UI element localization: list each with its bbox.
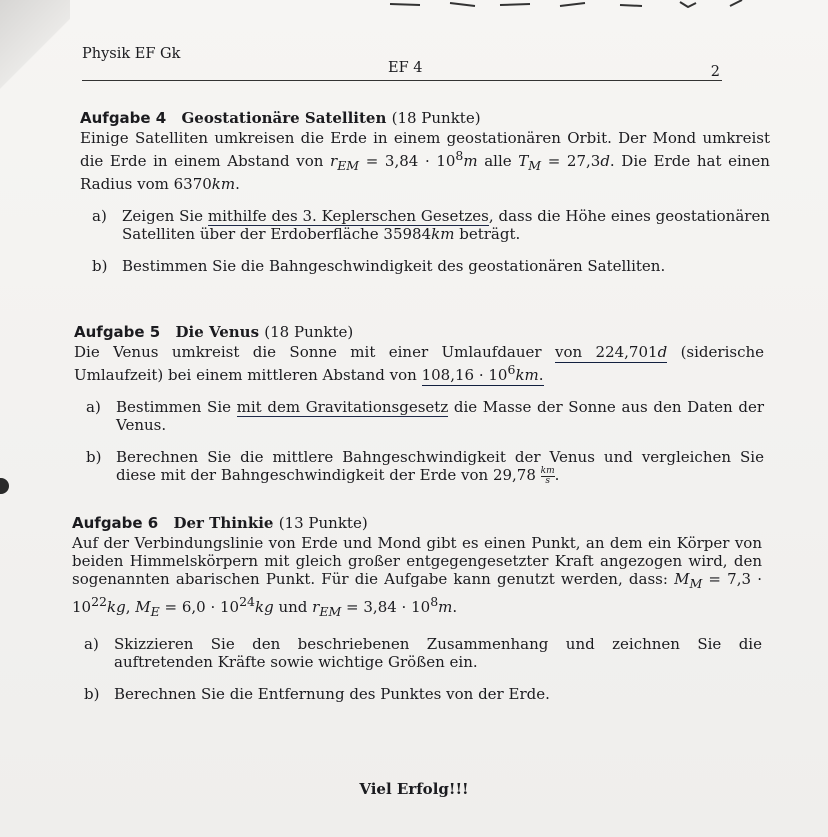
task-6-part-a [72,635,762,671]
unit-fraction: $\frac{km}{s}$ [540,465,555,486]
task-4-title: Geostationäre Satelliten [181,109,387,127]
task-4-label: Aufgabe 4 [80,109,167,127]
task-5 [74,323,764,486]
task-5-part-b-text: Berechnen Sie die mittlere Bahngeschwindigkeit der Venus und vergleichen Sie diese mit der Bahngeschwindigkeit der Erde von 29,78 $\frac{km}{s}$ . [116,448,764,486]
closing-line: Viel Erfolg!!! [359,780,469,798]
task-4-part-a-text: Zeigen Sie mithilfe des 3. Keplerschen Gesetzes, dass die Höhe eines geostationären Satelliten über der Erdoberfläche 35984km beträgt. [122,207,770,243]
task-4-part-b-text: Bestimmen Sie die Bahngeschwindigkeit des geostationären Satelliten. [122,257,666,275]
task-6-title: Der Thinkie [173,514,274,532]
task-5-part-a-text: Bestimmen Sie mit dem Gravitationsgesetz die Masse der Sonne aus den Daten der Venus. [116,398,764,434]
task-5-points: (18 Punkte) [264,323,354,341]
task-6-part-a-text: Skizzieren Sie den beschriebenen Zusammenhang und zeichnen Sie die auftretenden Kräfte sowie wichtige Größen ein. [114,635,762,671]
part-label: a) [84,635,99,653]
task-6-intro: Auf der Verbindungslinie von Erde und Mond gibt es einen Punkt, an dem ein Körper von beiden Himmelskörpern mit gleich großer entgegengesetzter Kraft angezogen wird, den sogenannten abarischen Punkt. Für die Aufgabe kann genutzt werden, dass: $M_M = 7,3 \cdot 10^{22}kg$, $M_E = 6,0 \cdot 10^{24}kg$ und $r_{EM} = 3,84 \cdot 10^8m$. [72,534,762,619]
task-4 [80,109,770,275]
part-label: b) [84,685,100,703]
task-6-label: Aufgabe 6 [72,514,159,532]
task-5-intro: Die Venus umkreist die Sonne mit einer Umlaufdauer von 224,701d (siderische Umlaufzeit) bei einem mittleren Abstand von $108,16 \cdot 10^6km$. [74,343,765,384]
task-6-part-b-text: Berechnen Sie die Entfernung des Punktes von der Erde. [114,685,550,703]
task-4-part-a [80,207,770,243]
task-4-part-b [80,257,770,275]
part-label: a) [92,207,107,225]
task-6 [72,514,762,703]
task-5-heading [74,323,764,341]
exam-id: EF 4 [388,60,423,76]
task-5-part-b [74,448,764,486]
page-header [82,46,722,86]
header-rule [82,80,722,81]
task-6-points: (13 Punkte) [278,514,368,532]
task-5-label: Aufgabe 5 [74,323,161,341]
part-label: a) [86,398,101,416]
task-6-part-b [72,685,762,703]
task-6-heading [72,514,762,532]
part-label: b) [86,448,102,466]
part-label: b) [92,257,108,275]
top-edge-scribbles [380,0,760,8]
punch-hole [0,478,9,494]
course-name: Physik EF Gk [82,46,181,62]
page-corner-fold [0,0,70,90]
task-4-points: (18 Punkte) [391,109,481,127]
task-5-part-a [74,398,764,434]
task-4-intro: Einige Satelliten umkreisen die Erde in einem geostationären Orbit. Der Mond umkreist die Erde in einem Abstand von $r_{EM} = 3,84 \cdot 10^8m$ alle $T_M = 27,3d$. Die Erde hat einen Radius vom 6370km. [80,129,770,193]
page-number: 2 [710,64,720,80]
task-5-title: Die Venus [175,323,260,341]
task-4-heading [80,109,770,127]
